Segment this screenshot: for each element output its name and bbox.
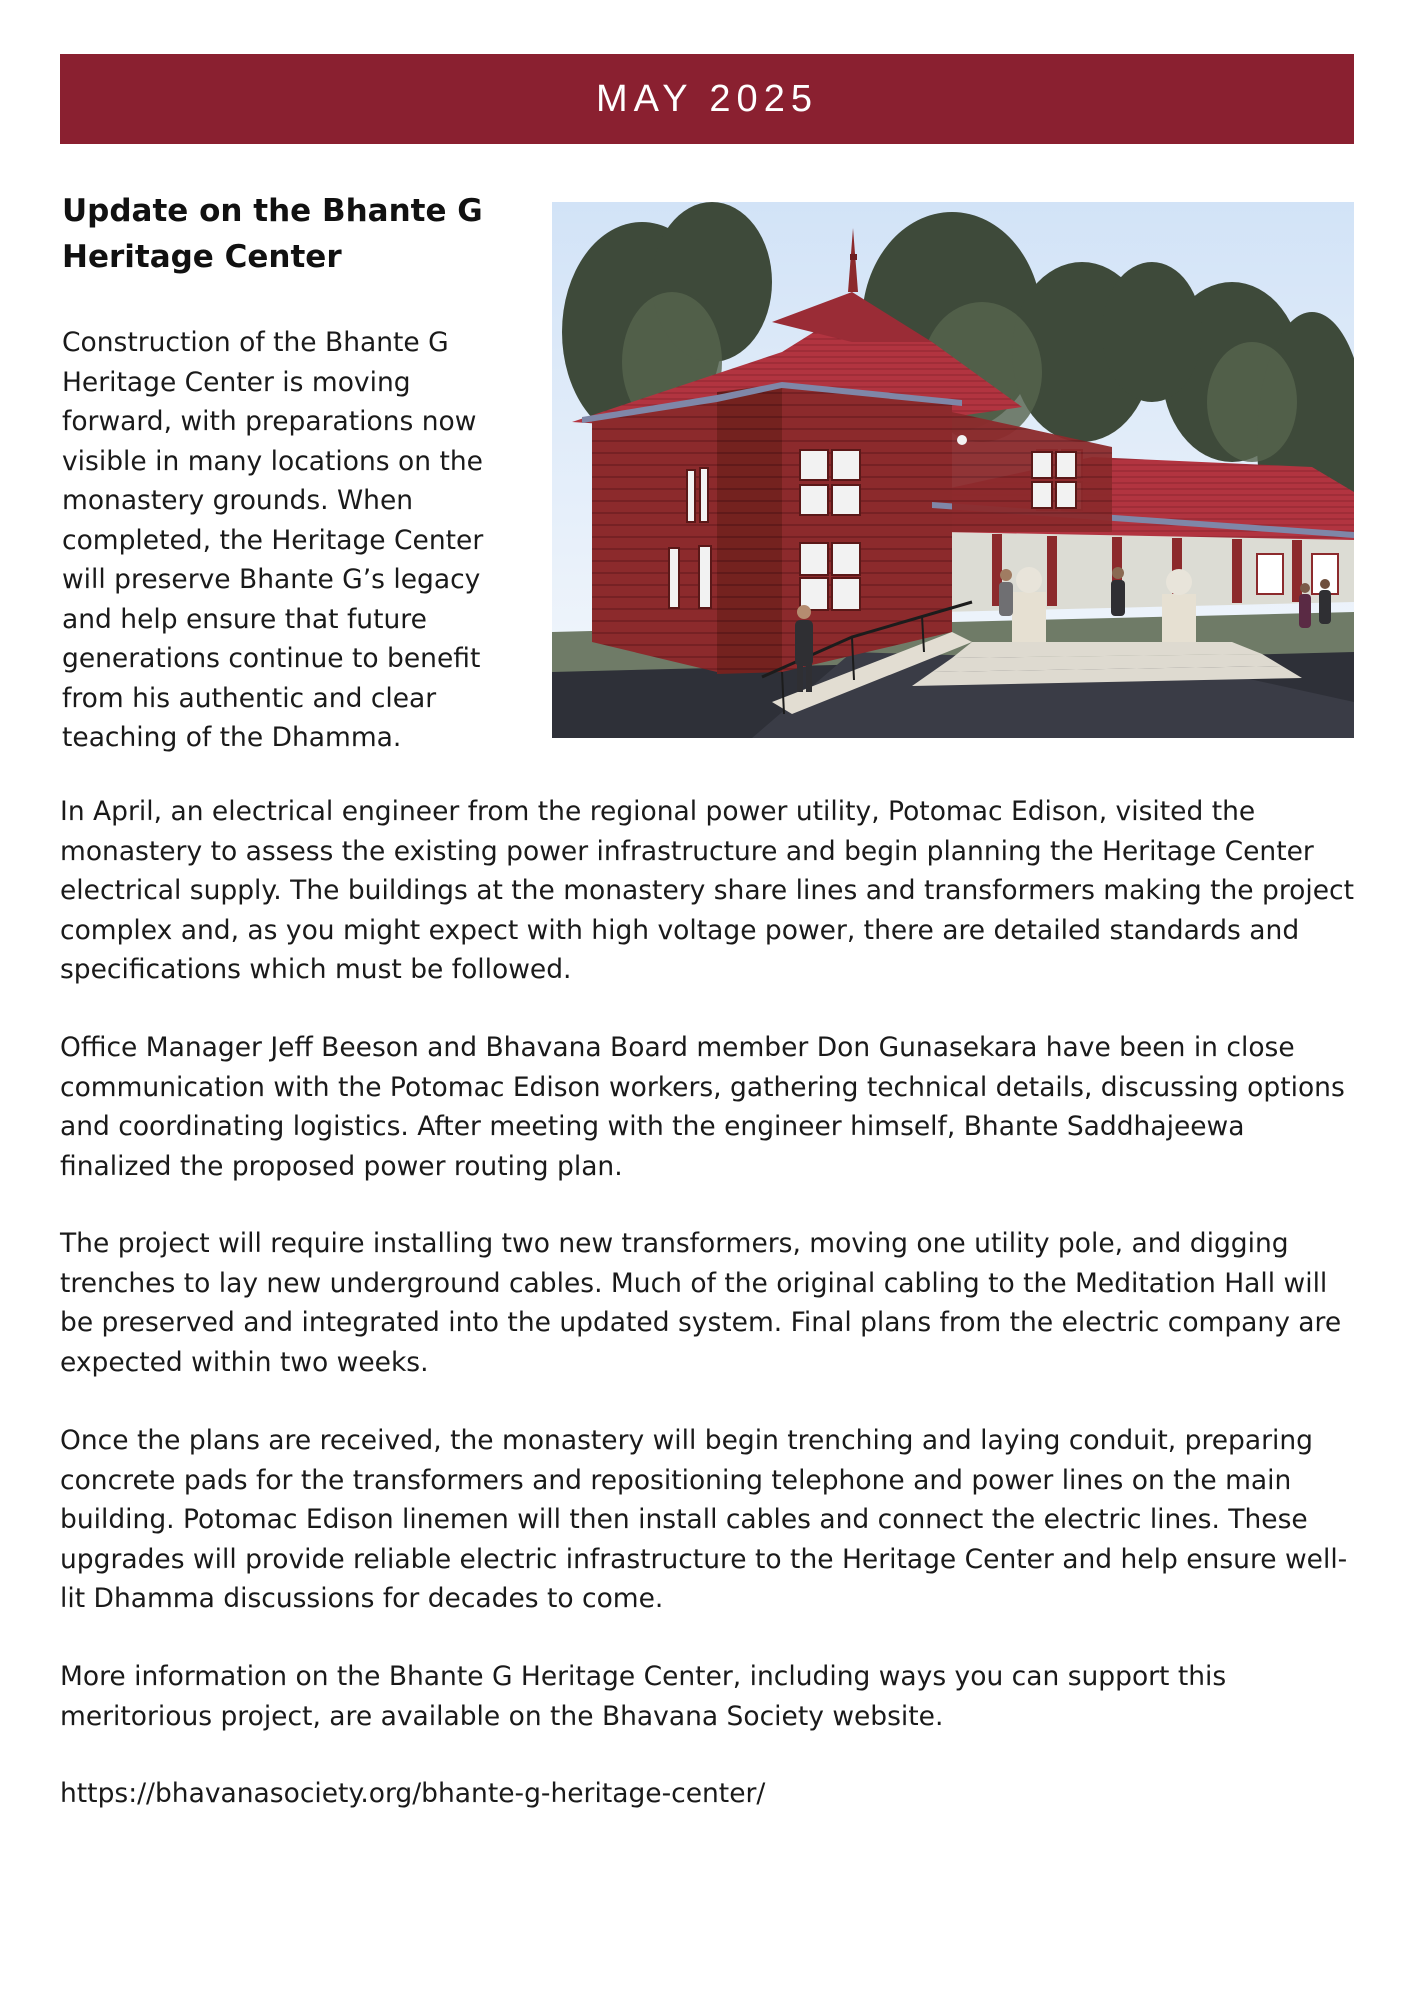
paragraph-next-steps: Once the plans are received, the monastery will begin trenching and laying conduit, preparing concrete pads for the transformers and repositioning telephone and power lines on the main building. Potomac Edison linemen will then install cables and connect the electric lines. These upgrades will provide reliable electric infrastructure to the Heritage Center and help ensure well-lit Dhamma discussions for decades to come. bbox=[60, 1425, 1348, 1614]
paragraph-project-requirements: The project will require installing two new transformers, moving one utility pole, and digging trenches to lay new underground cables. Much of the original cabling to the Meditation Hall will be preserved and integrated into the updated system. Final plans from the electric company are expected within two weeks. bbox=[60, 1228, 1342, 1378]
intro-paragraph: Construction of the Bhante G Heritage Center is moving forward, with preparations now visible in many locations on the monastery grounds. When completed, the Heritage Center will preserve Bhante G’s legacy and help ensure that future generations continue to benefit from his authentic and clear teaching of the Dhamma. bbox=[62, 327, 484, 753]
heritage-center-link[interactable]: https://bhavanasociety.org/bhante-g-heritage-center/ bbox=[60, 1778, 766, 1809]
heritage-center-rendering bbox=[552, 202, 1354, 738]
paragraph-coordination: Office Manager Jeff Beeson and Bhavana Board member Don Gunasekara have been in close communication with the Potomac Edison workers, gathering technical details, discussing options and coordinating logistics. After meeting with the engineer himself, Bhante Saddhajeewa finalized the proposed power routing plan. bbox=[60, 1032, 1345, 1182]
month-banner bbox=[60, 54, 1354, 144]
paragraph-more-information: More information on the Bhante G Heritage Center, including ways you can support this meritorious project, are available on the Bhavana Society website. bbox=[60, 1661, 1227, 1732]
paragraph-engineer-visit: In April, an electrical engineer from the regional power utility, Potomac Edison, visited the monastery to assess the existing power infrastructure and begin planning the Heritage Center electrical supply. The buildings at the monastery share lines and transformers making the project complex and, as you might expect with high voltage power, there are detailed standards and specifications which must be followed. bbox=[60, 796, 1354, 985]
article-title: Update on the Bhante G Heritage Center bbox=[62, 193, 483, 275]
heritage-center-rendering-svg bbox=[552, 202, 1354, 738]
month-label: MAY 2025 bbox=[596, 77, 818, 120]
